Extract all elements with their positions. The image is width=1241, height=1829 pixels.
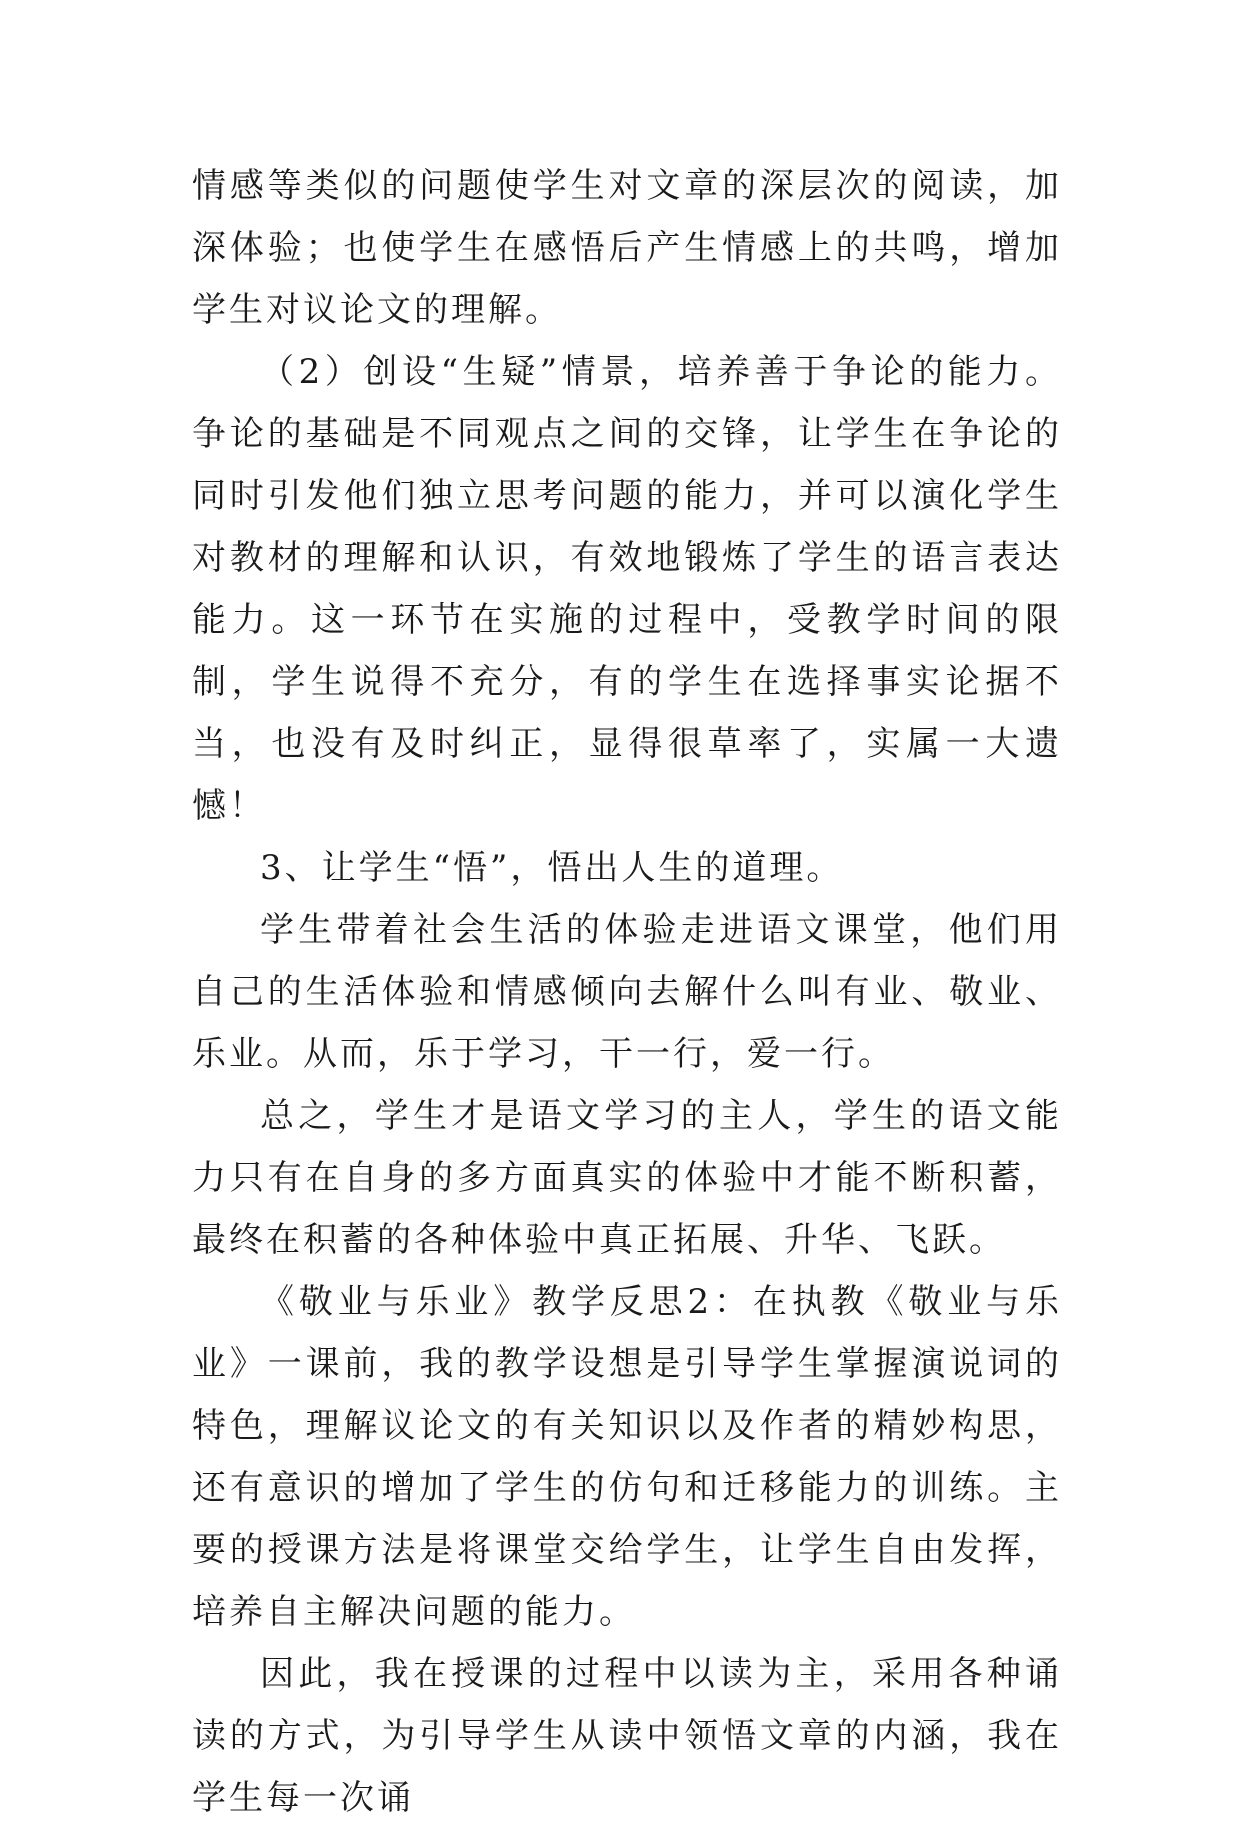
paragraph-6: 《敬业与乐业》教学反思2：在执教《敬业与乐业》一课前，我的教学设想是引导学生掌握演说词的特色，理解议论文的有关知识以及作者的精妙构思，还有意识的增加了学生的仿句和迁移能力的训练。主要的授课方法是将课堂交给学生，让学生自由发挥，培养自主解决问题的能力。 xyxy=(192,1282,1062,1632)
paragraph-3: 3、让学生“悟”，悟出人生的道理。 xyxy=(260,848,844,888)
paragraph-7: 因此，我在授课的过程中以读为主，采用各种诵读的方式，为引导学生从读中领悟文章的内涵，我在学生每一次诵 xyxy=(192,1654,1062,1818)
paragraph-2: （2）创设“生疑”情景，培养善于争论的能力。争论的基础是不同观点之间的交锋，让学生在争论的同时引发他们独立思考问题的能力，并可以演化学生对教材的理解和认识，有效地锻炼了学生的语言表达能力。这一环节在实施的过程中，受教学时间的限制，学生说得不充分，有的学生在选择事实论据不当，也没有及时纠正，显得很草率了，实属一大遗憾！ xyxy=(192,352,1062,826)
body-text xyxy=(192,155,1062,1829)
paragraph-5: 总之，学生才是语文学习的主人，学生的语文能力只有在自身的多方面真实的体验中才能不断积蓄，最终在积蓄的各种体验中真正拓展、升华、飞跃。 xyxy=(192,1096,1062,1260)
paragraph-1: 情感等类似的问题使学生对文章的深层次的阅读，加深体验；也使学生在感悟后产生情感上的共鸣，增加学生对议论文的理解。 xyxy=(192,166,1062,330)
paragraph-4: 学生带着社会生活的体验走进语文课堂，他们用自己的生活体验和情感倾向去解什么叫有业、敬业、乐业。从而，乐于学习，干一行，爱一行。 xyxy=(192,910,1062,1074)
